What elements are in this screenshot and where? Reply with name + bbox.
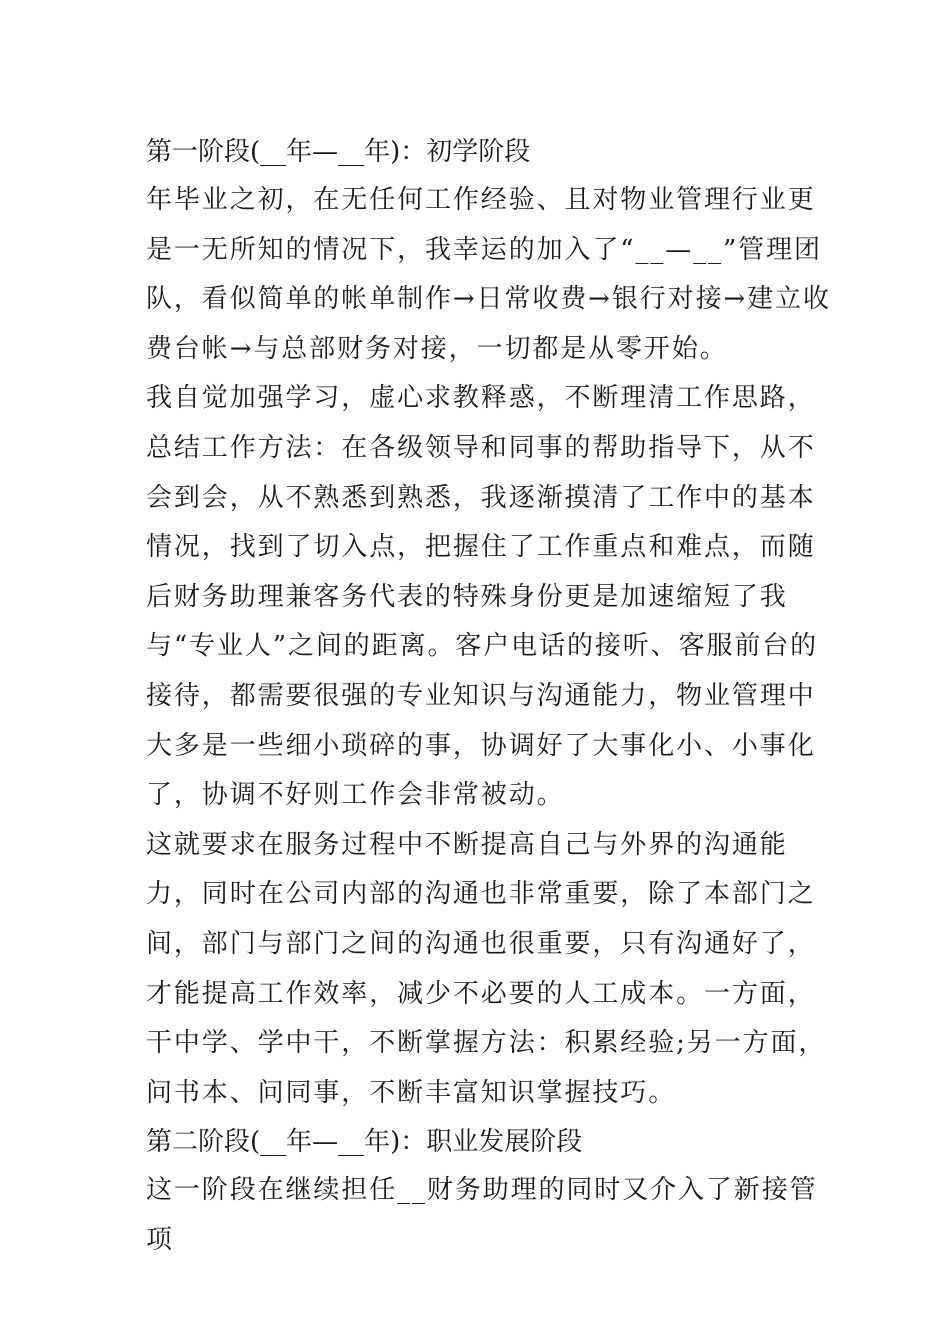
paragraph-stage-2-intro: 这一阶段在继续担任__财务助理的同时又介入了新接管项 bbox=[146, 1175, 818, 1255]
paragraph-graduation: 年毕业之初，在无任何工作经验、且对物业管理行业更是一无所知的情况下，我幸运的加入了“__—__”管理团队，看似简单的帐单制作→日常收费→银行对接→建立收费台帐→与总部财务对接，一切都是从零开始。 bbox=[146, 185, 831, 364]
paragraph-learning: 我自觉加强学习，虚心求教释惑，不断理清工作思路，总结工作方法：在各级领导和同事的帮助指导下，从不会到会，从不熟悉到熟悉，我逐渐摸清了工作中的基本情况，找到了切入点，把握住了工作重点和难点，而随后财务助理兼客务代表的特殊身份更是加速缩短了我与“专业人”之间的距离。客户电话的接听、客服前台的接待，都需要很强的专业知识与沟通能力，物业管理中大多是一些细小琐碎的事，协调好了大事化小、小事化了，协调不好则工作会非常被动。 bbox=[146, 383, 819, 811]
paragraph-communication: 这就要求在服务过程中不断提高自己与外界的沟通能力，同时在公司内部的沟通也非常重要，除了本部门之间，部门与部门之间的沟通也很重要，只有沟通好了，才能提高工作效率，减少不必要的人工成本。一方面，干中学、学中干，不断掌握方法：积累经验;另一方面，问书本、问同事，不断丰富知识掌握技巧。 bbox=[146, 829, 827, 1108]
section-heading-stage-1: 第一阶段(__年—__年)：初学阶段 bbox=[146, 137, 531, 167]
section-heading-stage-2: 第二阶段(__年—__年)：职业发展阶段 bbox=[146, 1127, 583, 1158]
document-body bbox=[146, 128, 836, 1265]
